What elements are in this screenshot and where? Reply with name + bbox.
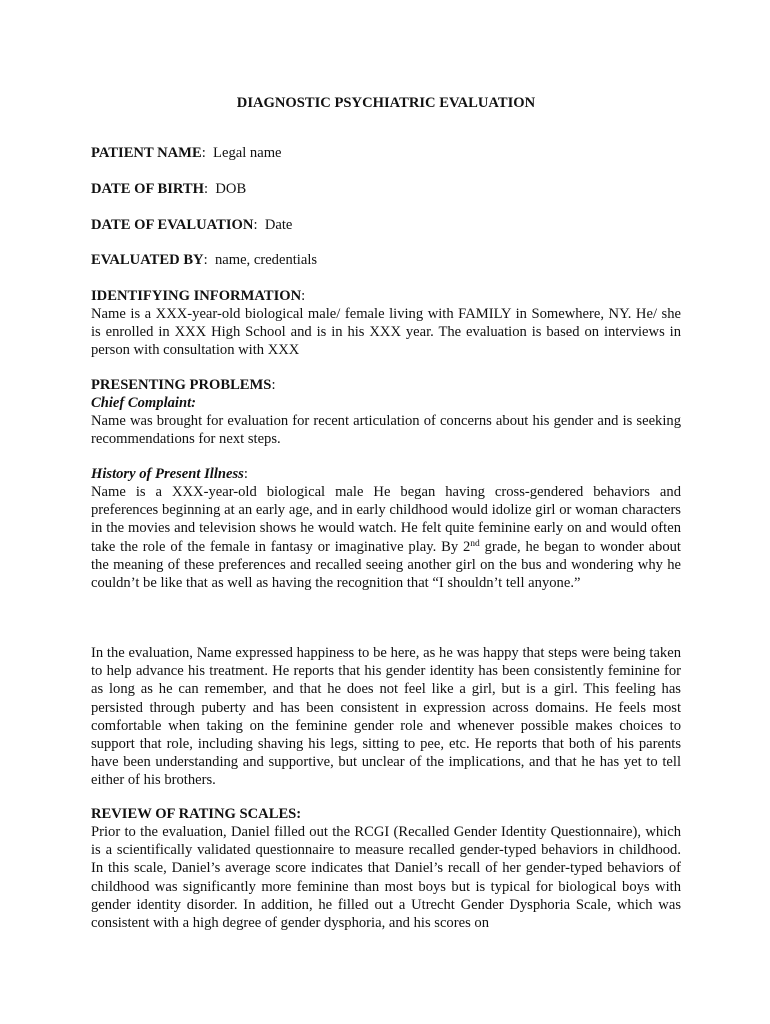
chief-complaint-label: Chief Complaint <box>91 395 192 411</box>
chief-complaint-line: Chief Complaint: <box>91 395 197 411</box>
evaluated-by-line: EVALUATED BY: name, credentials <box>91 252 318 268</box>
evaluation-text: In the evaluation, Name expressed happiness to be here, as he was happy that steps were being taken to help advance his treatment. He reports that his gender identity has been consistently feminine for as long as he can remember, and that he does not feel like a girl, but is a girl. This feeling has persisted through puberty and has been consistent in expression across domains. He feels most comfortable when taking on the feminine gender role and whenever possible makes choices to support that role, including shaving his legs, sitting to pee, etc. He reports that both of his parents have been understanding and supportive, but unclear of the implications, and that he has yet to tell either of his brothers. <box>91 645 681 789</box>
date-of-birth-line: DATE OF BIRTH: DOB <box>91 181 247 197</box>
presenting-heading-line: PRESENTING PROBLEMS: <box>91 377 276 393</box>
evaluated-by-value: name, credentials <box>214 252 318 268</box>
history-text <box>91 483 681 592</box>
history-line: History of Present Illness: <box>91 466 248 482</box>
date-of-evaluation-line: DATE OF EVALUATION: Date <box>91 217 293 233</box>
rating-heading: REVIEW OF RATING SCALES: <box>91 806 302 822</box>
history-text-b: grade, he began to wonder about the meaning of these preferences and recalled seeing another girl on the bus and wondering why he couldn’t be like that as well as having the recognition that “I shouldn’t tell anyone.” <box>91 538 681 592</box>
chief-complaint-text: Name was brought for evaluation for recent articulation of concerns about his gender and is seeking recommendations for next steps. <box>91 413 681 448</box>
history-superscript: nd <box>470 538 480 549</box>
date-of-evaluation-label: DATE OF EVALUATION <box>91 217 254 233</box>
patient-name-line: PATIENT NAME: Legal name <box>91 145 282 161</box>
identifying-heading-line: IDENTIFYING INFORMATION: <box>91 288 306 304</box>
presenting-heading: PRESENTING PROBLEMS <box>91 377 272 393</box>
evaluated-by-label: EVALUATED BY <box>91 252 204 268</box>
document-title: DIAGNOSTIC PSYCHIATRIC EVALUATION <box>236 95 536 111</box>
patient-name-label: PATIENT NAME <box>91 145 202 161</box>
date-of-birth-label: DATE OF BIRTH <box>91 181 205 197</box>
identifying-text: Name is a XXX-year-old biological male/ female living with FAMILY in Somewhere, NY. He/ she is enrolled in XXX High School and is in his XXX year. The evaluation is based on interviews in person with consultation with XXX <box>91 306 681 359</box>
date-of-evaluation-value: Date <box>264 217 293 233</box>
history-label: History of Present Illness <box>91 466 244 482</box>
identifying-heading: IDENTIFYING INFORMATION <box>91 288 302 304</box>
patient-name-value: Legal name <box>213 145 282 161</box>
rating-text: Prior to the evaluation, Daniel filled out the RCGI (Recalled Gender Identity Questionnaire), which is a scientifically validated questionnaire to measure recalled gender-typed behaviors in childhood. In this scale, Daniel’s average score indicates that Daniel’s recall of her gender-typed behaviors of childhood was significantly more feminine than most boys but is typical for biological boys with gender identity disorder. In addition, he filled out a Utrecht Gender Dysphoria Scale, which was consistent with a high degree of gender dysphoria, and his scores on <box>91 824 681 932</box>
history-text-a: Name is a XXX-year-old biological male He began having cross-gendered behaviors and preferences beginning at an early age, and in early childhood would idolize girl or woman characters in the movies and television shows he would watch. He felt quite feminine early on and would often take the role of the female in fantasy or imaginative play. By 2 <box>91 484 681 555</box>
date-of-birth-value: DOB <box>215 181 247 197</box>
